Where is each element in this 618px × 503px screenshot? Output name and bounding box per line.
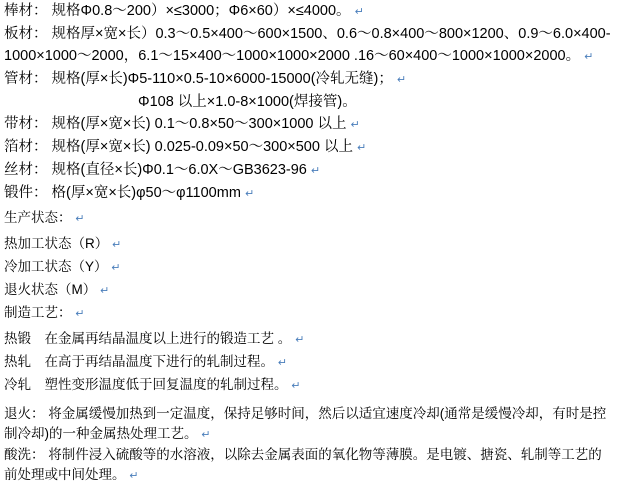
process-entry-cold-rolling [4, 374, 614, 397]
spec-label-tube: 管材： [4, 71, 48, 87]
paragraph-mark-icon: ↵ [357, 142, 367, 154]
paragraph-mark-icon: ↵ [100, 285, 110, 297]
spec-label-forging: 锻件： [4, 185, 48, 201]
spec-text-wire: 规格(直径×长)Φ0.1～6.0X～GB3623-96 [51, 162, 307, 178]
process-term: 退火： [4, 406, 45, 421]
process-entry-hot-rolling [4, 351, 614, 374]
spec-text-strip: 规格(厚×宽×长) 0.1～0.8×50～300×1000 以上 [51, 116, 347, 132]
process-paragraph-pickling [4, 445, 614, 486]
spec-row-wire [4, 159, 614, 182]
production-state-item-label: 热加工状态（R） [4, 236, 109, 251]
spec-label-foil: 箔材： [4, 139, 48, 155]
paragraph-mark-icon: ↵ [112, 239, 122, 251]
spec-text-plate: 规格厚×宽×长）0.3～0.5×400～600×1500、0.6～0.8×400～800×1200、0.9～6.0×400-1000×1000～2000，6.1～15×400～1000×1000×2000 .16～60×400～1000×1000×2000。 [4, 26, 611, 64]
paragraph-mark-icon: ↵ [111, 262, 121, 274]
process-description: 塑性变形温度低于回复温度的轧制过程。 [44, 377, 288, 392]
production-state-item-annealed [4, 279, 614, 302]
production-state-item-cold [4, 256, 614, 279]
paragraph-mark-icon: ↵ [201, 429, 211, 441]
process-term: 冷轧 [4, 377, 31, 392]
paragraph-mark-icon: ↵ [354, 6, 364, 18]
spec-text-tube: 规格(厚×长)Φ5-110×0.5-10×6000-15000(冷轧无缝)； [51, 71, 393, 87]
process-description: 将金属缓慢加热到一定温度，保持足够时间，然后以适宜速度冷却(通常是缓慢冷却，有时是控制冷却)的一种金属热处理工艺。 [4, 406, 607, 441]
paragraph-mark-icon: ↵ [584, 51, 594, 63]
process-section [0, 302, 618, 486]
spec-row-foil [4, 136, 614, 159]
paragraph-mark-icon: ↵ [291, 380, 301, 392]
paragraph-mark-icon: ↵ [295, 334, 305, 346]
paragraph-mark-icon: ↵ [350, 119, 360, 131]
specification-section [0, 0, 618, 205]
process-term: 热锻 [4, 331, 31, 346]
production-state-item-label: 冷加工状态（Y） [4, 259, 108, 274]
spec-row-tube [4, 68, 614, 91]
paragraph-mark-icon: ↵ [75, 213, 85, 225]
process-title-row [4, 302, 614, 325]
spec-label-strip: 带材： [4, 116, 48, 132]
spec-label-plate: 板材： [4, 26, 48, 42]
process-term: 酸洗： [4, 447, 45, 462]
process-entry-hot-forging [4, 328, 614, 351]
spec-row-forging [4, 182, 614, 205]
production-state-title-row [4, 207, 614, 230]
paragraph-mark-icon: ↵ [277, 357, 288, 369]
spec-label-wire: 丝材： [4, 162, 48, 178]
spec-row-strip [4, 113, 614, 136]
production-state-title: 生产状态： [4, 210, 72, 225]
spec-text-bar: 规格Φ0.8～200）×≤3000；Φ6×60）×≤4000。 [51, 3, 351, 19]
spec-text-tube-continued: Φ108 以上×1.0-8×1000(焊接管)。 [138, 94, 357, 110]
process-description: 在高于再结晶温度下进行的轧制过程。 [44, 354, 275, 369]
process-term: 热轧 [4, 354, 31, 369]
paragraph-mark-icon: ↵ [310, 165, 321, 177]
spec-row-tube-continuation [4, 91, 614, 113]
spec-label-bar: 棒材： [4, 3, 48, 19]
paragraph-mark-icon: ↵ [244, 188, 255, 200]
process-description: 将制件浸入硫酸等的水溶液，以除去金属表面的氧化物等薄膜。是电镀、搪瓷、轧制等工艺的前处理或中间处理。 [4, 447, 602, 482]
spec-row-plate [4, 23, 614, 68]
spec-row-bar [4, 0, 614, 23]
process-description: 在金属再结晶温度以上进行的锻造工艺 。 [44, 331, 292, 346]
paragraph-mark-icon: ↵ [396, 74, 407, 86]
process-title: 制造工艺： [4, 305, 72, 320]
production-state-section [0, 207, 618, 302]
process-paragraph-annealing [4, 404, 614, 445]
paragraph-mark-icon: ↵ [129, 470, 139, 482]
paragraph-mark-icon: ↵ [75, 308, 85, 320]
spec-text-forging: 格(厚×宽×长)φ50～φ1100mm [51, 185, 241, 201]
production-state-item-hot [4, 233, 614, 256]
production-state-item-label: 退火状态（M） [4, 282, 97, 297]
spec-text-foil: 规格(厚×宽×长) 0.025-0.09×50～300×500 以上 [51, 139, 353, 155]
